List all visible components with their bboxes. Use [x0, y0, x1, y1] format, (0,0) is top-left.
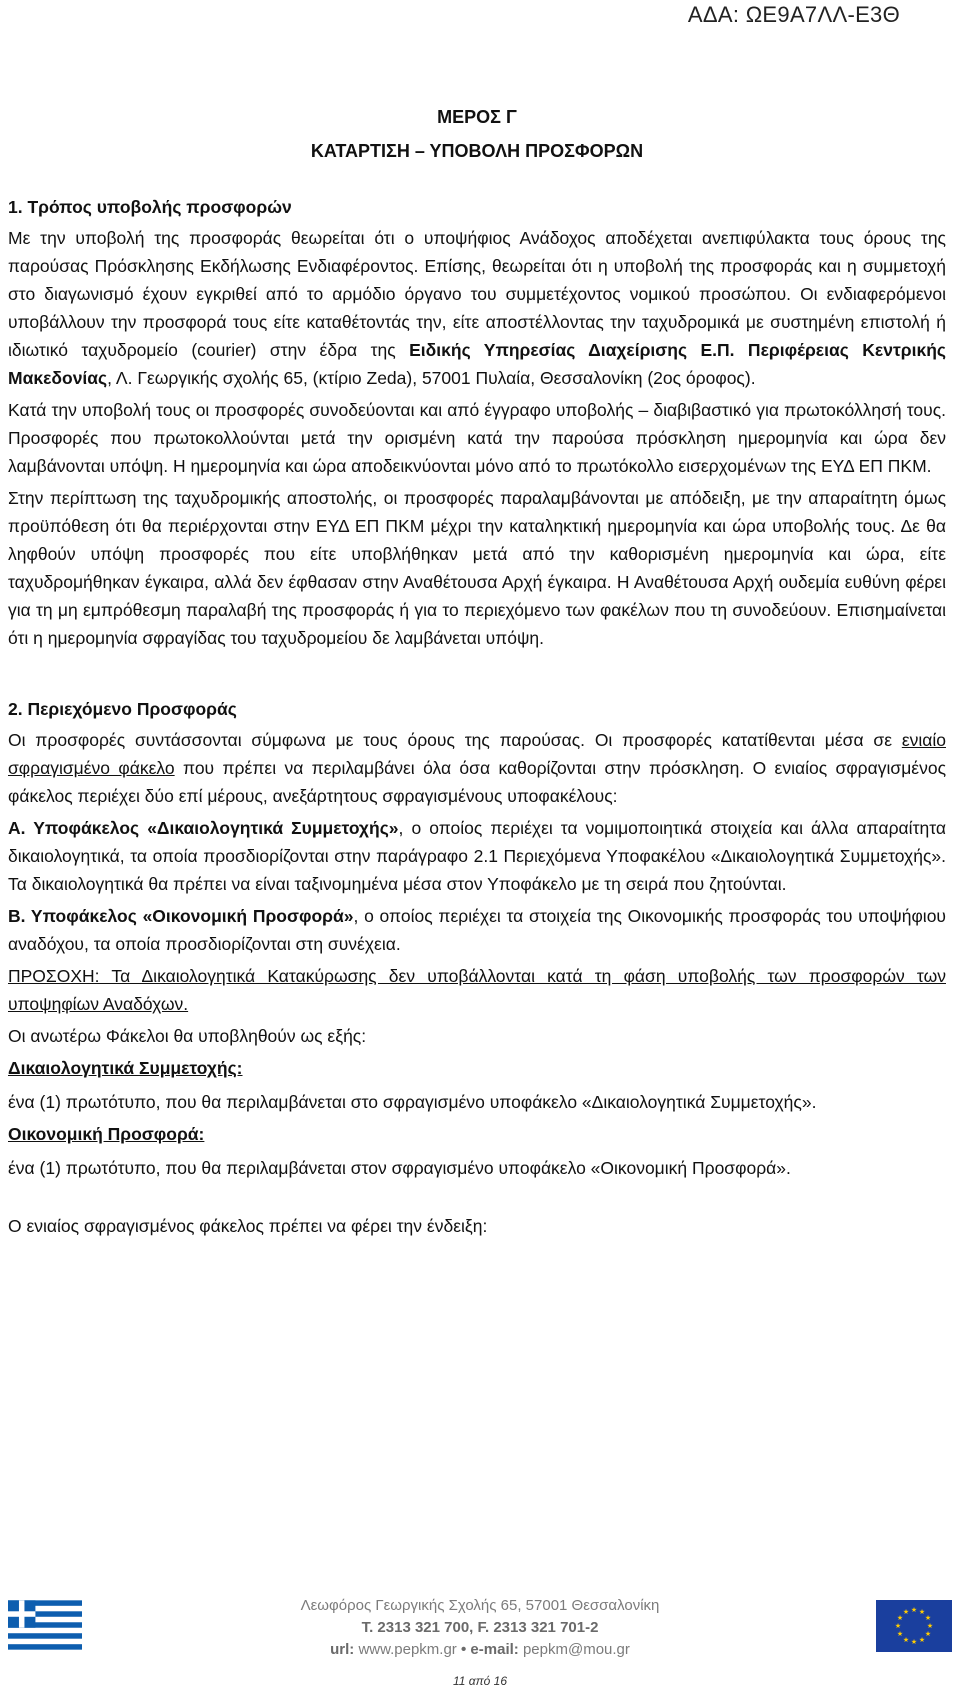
- footer-url-link[interactable]: www.pepkm.gr: [358, 1641, 457, 1658]
- svg-text:★: ★: [910, 1606, 918, 1614]
- greek-flag-icon: [8, 1600, 82, 1650]
- svg-text:★: ★: [926, 1622, 934, 1630]
- footer-address: Λεωφόρος Γεωργικής Σχολής 65, 57001 Θεσσαλονίκη: [300, 1597, 660, 1614]
- submission-intro: Οι ανωτέρω Φάκελοι θα υποβληθούν ως εξής:: [8, 1026, 367, 1046]
- section2-paragraph1: Οι προσφορές συντάσσονται σύμφωνα με τους όρους της παρούσας. Οι προσφορές κατατίθενται μέσα σε ενιαίο σφραγισμένο φάκελο που πρέπει να περιλαμβάνει όλα όσα καθορίζονται στην πρόσκληση. Ο ενιαίος σφραγισμένος φάκελος περιέχει δύο επί μέρους, ανεξάρτητους σφραγισμένους υποφακέλους:: [8, 730, 946, 806]
- attention-note: ΠΡΟΣΟΧΗ: Τα Δικαιολογητικά Κατακύρωσης δεν υποβάλλονται κατά τη φάση υποβολής των προσφορών των υποψηφίων Αναδόχων.: [8, 966, 946, 1014]
- sealed-envelope-underlined: ενιαίο σφραγισμένο φάκελο: [8, 730, 946, 778]
- svg-text:★: ★: [896, 1630, 904, 1638]
- svg-text:★: ★: [896, 1614, 904, 1622]
- closing-line: Ο ενιαίος σφραγισμένος φάκελος πρέπει να φέρει την ένδειξη:: [8, 1216, 488, 1236]
- section1-paragraph2: Κατά την υποβολή τους οι προσφορές συνοδεύονται και από έγγραφο υποβολής – διαβιβαστικό για πρωτοκόλλησή τους. Προσφορές που πρωτοκολλούνται μετά την ορισμένη κατά την παρούσα πρόσκληση ημερομηνία και ώρα δεν λαμβάνονται υπόψη. Η ημερομηνία και ώρα αποδεικνύονται μόνο από το πρωτόκολλο εισερχομένων της ΕΥΔ ΕΠ ΠΚΜ.: [8, 400, 946, 476]
- part-subtitle: ΚΑΤΑΡΤΙΣΗ – ΥΠΟΒΟΛΗ ΠΡΟΣΦΟΡΩΝ: [310, 141, 644, 161]
- subfolder-a: Α. Υποφάκελος «Δικαιολογητικά Συμμετοχής», ο οποίος περιέχει τα νομιμοποιητικά στοιχεία και άλλα απαραίτητα δικαιολογητικά, τα οποία προσδιορίζονται στην παράγραφο 2.1 Περιεχόμενα Υποφακέλου «Δικαιολογητικά Συμμετοχής». Τα δικαιολογητικά θα πρέπει να είναι ταξινομημένα μέσα στον Υποφάκελο με τη σειρά που ζητούνται.: [8, 818, 946, 894]
- svg-text:★: ★: [918, 1608, 926, 1616]
- svg-text:★: ★: [924, 1614, 932, 1622]
- section2-heading: 2. Περιεχόμενο Προσφοράς: [8, 699, 237, 719]
- part-title: ΜΕΡΟΣ Γ: [437, 107, 517, 127]
- page-number: 11 από 16: [452, 1674, 508, 1688]
- ada-code: ΑΔΑ: ΩΕ9Α7ΛΛ-Ε3Θ: [687, 2, 900, 27]
- document-body: [8, 100, 946, 1240]
- svg-text:★: ★: [910, 1638, 918, 1646]
- section1-paragraph1: Με την υποβολή της προσφοράς θεωρείται ότι ο υποψήφιος Ανάδοχος αποδέχεται ανεπιφύλακτα τους όρους της παρούσας Πρόσκλησης Εκδήλωσης Ενδιαφέροντος. Επίσης, θεωρείται ότι η υποβολή της προσφοράς και η συμμετοχή στο διαγωνισμό έχουν εγκριθεί από το αρμόδιο όργανο του συμμετέχοντος νομικού προσώπου. Οι ενδιαφερόμενοι υποβάλλουν την προσφορά τους είτε καταθέτοντάς την, είτε αποστέλλοντας την ταχυδρομικά με συστημένη επιστολή ή ιδιωτικό ταχυδρομείο (courier) στην έδρα της Ειδικής Υπηρεσίας Διαχείρισης Ε.Π. Περιφέρειας Κεντρικής Μακεδονίας, Λ. Γεωργικής σχολής 65, (κτίριο Zeda), 57001 Πυλαία, Θεσσαλονίκη (2ος όροφος).: [8, 228, 946, 388]
- financial-offer-text: ένα (1) πρωτότυπο, που θα περιλαμβάνεται στον σφραγισμένο υποφάκελο «Οικονομική Προσφορά».: [8, 1158, 791, 1178]
- section1-heading: 1. Τρόπος υποβολής προσφορών: [8, 197, 292, 217]
- svg-text:★: ★: [902, 1608, 910, 1616]
- footer-contact: [240, 1595, 720, 1661]
- svg-text:★: ★: [918, 1636, 926, 1644]
- eu-flag-icon: [876, 1600, 952, 1652]
- section1-paragraph3: Στην περίπτωση της ταχυδρομικής αποστολής, οι προσφορές παραλαμβάνονται με απόδειξη, με την απαραίτητη όμως προϋπόθεση ότι θα περιέρχονται στην ΕΥΔ ΕΠ ΠΚΜ μέχρι την καταληκτική ημερομηνία και ώρα υποβολής τους. Δε θα ληφθούν υπόψη προσφορές που είτε υποβλήθηκαν μετά από την καθορισμένη ημερομηνία και ώρα, είτε ταχυδρομήθηκαν έγκαιρα, αλλά δεν έφθασαν στην Αναθέτουσα Αρχή έγκαιρα. Η Αναθέτουσα Αρχή ουδεμία ευθύνη φέρει για τη μη εμπρόθεσμη παραλαβή της προσφοράς ή για το περιεχόμενο των φακέλων που τη συνοδεύουν. Επισημαίνεται ότι η ημερομηνία σφραγίδας του ταχυδρομείου δε λαμβάνεται υπόψη.: [8, 488, 946, 648]
- financial-offer-label: Οικονομική Προσφορά:: [8, 1124, 205, 1144]
- svg-text:★: ★: [902, 1636, 910, 1644]
- participation-docs-label: Δικαιολογητικά Συμμετοχής:: [8, 1058, 243, 1078]
- footer-phones: Τ. 2313 321 700, F. 2313 321 701-2: [361, 1619, 599, 1636]
- svg-text:★: ★: [894, 1622, 902, 1630]
- svg-text:★: ★: [924, 1630, 932, 1638]
- participation-docs-text: ένα (1) πρωτότυπο, που θα περιλαμβάνεται στο σφραγισμένο υποφάκελο «Δικαιολογητικά Συμμετοχής».: [8, 1092, 817, 1112]
- page-footer: [0, 1590, 960, 1688]
- footer-web: url: www.pepkm.gr • e-mail: pepkm@mou.gr: [330, 1641, 630, 1658]
- subfolder-b: Β. Υποφάκελος «Οικονομική Προσφορά», ο οποίος περιέχει τα στοιχεία της Οικονομικής προσφοράς του υποψήφιου αναδόχου, τα οποία προσδιορίζονται στη συνέχεια.: [8, 906, 947, 954]
- footer-email-link[interactable]: pepkm@mou.gr: [522, 1641, 630, 1658]
- office-name: Ειδικής Υπηρεσίας Διαχείρισης Ε.Π. Περιφέρειας Κεντρικής Μακεδονίας: [8, 340, 946, 388]
